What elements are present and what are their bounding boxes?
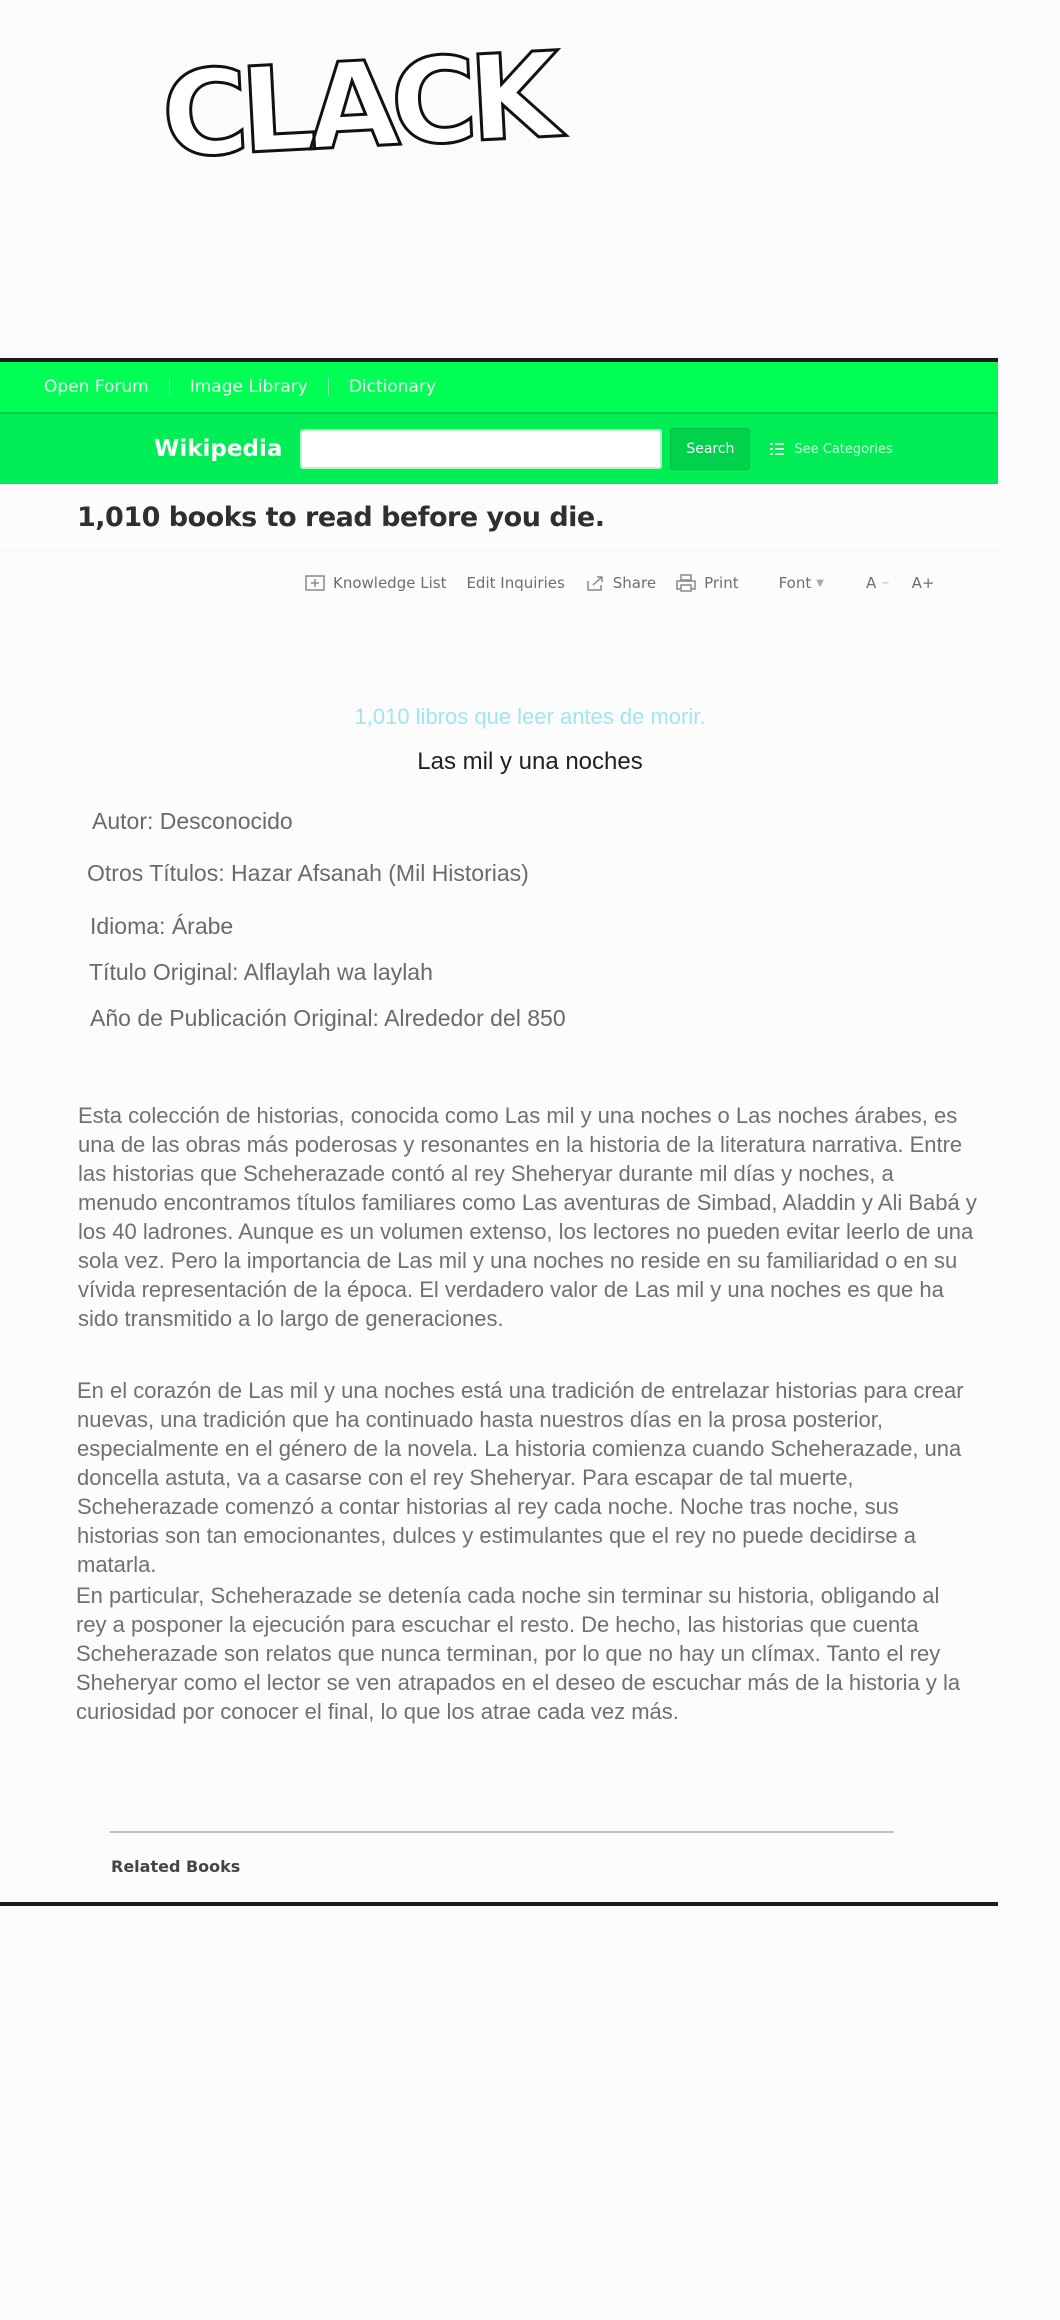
nav-image-library[interactable]: Image Library <box>189 377 308 397</box>
page-title: 1,010 books to read before you die. <box>77 502 605 533</box>
decrease-font-label: A <box>865 574 877 592</box>
title-divider <box>0 550 998 551</box>
nav-divider <box>328 378 329 396</box>
chevron-down-icon: ▼ <box>816 577 824 589</box>
font-dropdown[interactable] <box>779 574 824 592</box>
brand-logo[interactable]: Wikipedia <box>154 436 283 462</box>
related-divider <box>110 1831 894 1833</box>
nav-dictionary[interactable]: Dictionary <box>348 377 437 397</box>
font-label: Font <box>778 574 812 592</box>
print-label: Print <box>704 574 739 592</box>
add-box-icon <box>305 574 325 592</box>
knowledge-list-button[interactable] <box>305 574 446 592</box>
increase-font-button[interactable] <box>912 574 935 592</box>
article-toolbar <box>305 574 954 592</box>
meta-publication-year: Año de Publicación Original: Alrededor del 850 <box>90 1005 566 1031</box>
printer-icon <box>676 574 696 592</box>
related-books-heading: Related Books <box>111 1857 241 1876</box>
see-categories-label: See Categories <box>794 441 893 457</box>
edit-inquiries-label: Edit Inquiries <box>466 574 565 592</box>
meta-other-titles: Otros Títulos: Hazar Afsanah (Mil Historias) <box>87 860 529 886</box>
print-button[interactable] <box>676 574 739 592</box>
article-paragraph: En el corazón de Las mil y una noches está una tradición de entrelazar historias para crear nuevas, una tradición que ha continuado hasta nuestros días en la prosa posterior, especialmente en el género de la novela. La historia comienza cuando Scheherazade, una doncella astuta, va a casarse con el rey Sheheryar. Para escapar de tal muerte, Scheherazade comenzó a contar historias al rey cada noche. Noche tras noche, sus historias son tan emocionantes, dulces y estimulantes que el rey no puede decidirse a matarla. <box>77 1378 964 1577</box>
meta-language: Idioma: Árabe <box>90 913 234 939</box>
share-button[interactable] <box>585 574 656 592</box>
top-nav <box>0 362 998 414</box>
search-input[interactable] <box>300 429 662 469</box>
decrease-font-button[interactable] <box>866 574 890 592</box>
share-label: Share <box>612 574 657 592</box>
nav-divider <box>169 378 170 396</box>
search-bar <box>0 414 998 484</box>
minus-icon: − <box>881 577 890 589</box>
article-subtitle: 1,010 libros que leer antes de morir. <box>354 704 706 729</box>
book-title: Las mil y una noches <box>417 748 643 775</box>
meta-author: Autor: Desconocido <box>92 808 293 834</box>
clack-logo-text: CLACK <box>158 26 557 185</box>
increase-font-label: A+ <box>911 574 935 592</box>
list-icon <box>770 443 784 455</box>
meta-original-title: Título Original: Alflaylah wa laylah <box>89 959 433 985</box>
page-frame <box>0 358 998 1906</box>
nav-open-forum[interactable]: Open Forum <box>44 377 149 397</box>
search-button[interactable]: Search <box>670 428 750 470</box>
article-paragraph: Esta colección de historias, conocida como Las mil y una noches o Las noches árabes, es una de las obras más poderosas y resonantes en la historia de la literatura narrativa. Entre las historias que Scheherazade contó al rey Sheheryar durante mil días y noches, a menudo encontramos títulos familiares como Las aventuras de Simbad, Aladdin y Ali Babá y los 40 ladrones. Aunque es un volumen extenso, los lectores no pueden evitar leerlo de una sola vez. Pero la importancia de Las mil y una noches no reside en su familiaridad o en su vívida representación de la época. El verdadero valor de Las mil y una noches es que ha sido transmitido a lo largo de generaciones. <box>78 1103 977 1331</box>
share-icon <box>585 574 605 592</box>
clack-logo <box>155 0 557 185</box>
see-categories-link[interactable] <box>770 442 892 457</box>
knowledge-list-label: Knowledge List <box>333 574 447 592</box>
article-paragraph: En particular, Scheherazade se detenía cada noche sin terminar su historia, obligando al rey a posponer la ejecución para escuchar el resto. De hecho, las historias que cuenta Scheherazade son relatos que nunca terminan, por lo que no hay un clímax. Tanto el rey Sheheryar como el lector se ven atrapados en el deseo de escuchar más de la historia y la curiosidad por conocer el final, lo que los atrae cada vez más. <box>76 1583 961 1724</box>
edit-inquiries-button[interactable] <box>466 574 564 592</box>
